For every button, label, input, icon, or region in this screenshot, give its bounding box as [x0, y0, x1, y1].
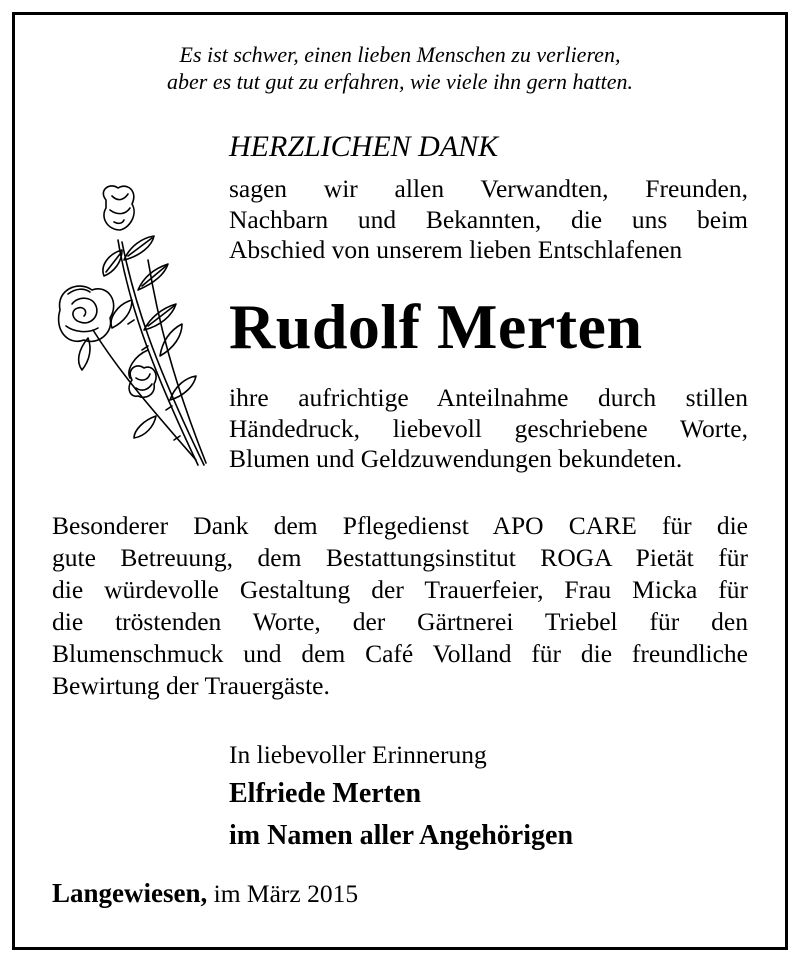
signer-note: im Namen aller Angehörigen — [229, 820, 574, 851]
deceased-name: Rudolf Merten — [229, 291, 643, 362]
special-line-4: die tröstenden Worte, der Gärtnerei Triebel für den — [52, 607, 748, 636]
condolence-text — [229, 383, 748, 475]
intro-line-1: sagen wir allen Verwandten, Freunden, — [229, 174, 748, 203]
condolence-line-3: Blumen und Geldzuwendungen bekundeten. — [229, 444, 683, 473]
memory-line: In liebevoller Erinnerung — [229, 740, 487, 769]
place: Langewiesen, — [52, 878, 208, 908]
special-line-5: Blumenschmuck und dem Café Volland für die freundliche — [52, 639, 748, 668]
signer-name: Elfriede Merten — [229, 778, 422, 809]
special-line-3: die würdevolle Gestaltung der Trauerfeier, Frau Micka für — [52, 575, 748, 604]
special-line-1: Besonderer Dank dem Pflegedienst APO CARE für die — [52, 511, 748, 540]
intro-line-3: Abschied von unserem lieben Entschlafenen — [229, 235, 683, 264]
date: im März 2015 — [213, 879, 359, 908]
motto — [0, 41, 800, 95]
condolence-line-1: ihre aufrichtige Anteilnahme durch stillen — [229, 383, 748, 412]
special-thanks — [52, 510, 748, 702]
thanks-title: HERZLICHEN DANK — [229, 130, 499, 163]
condolence-line-2: Händedruck, liebevoll geschriebene Worte, — [229, 413, 748, 443]
intro-text — [229, 174, 748, 266]
special-line-6: Bewirtung der Trauergäste. — [52, 671, 330, 700]
intro-line-2: Nachbarn und Bekannten, die uns beim — [229, 204, 748, 234]
special-line-2: gute Betreuung, dem Bestattungsinstitut ROGA Pietät für — [52, 543, 748, 572]
motto-line-2: aber es tut gut zu erfahren, wie viele ihn gern hatten. — [167, 69, 633, 94]
roses-illustration — [48, 180, 218, 475]
place-date — [52, 878, 358, 909]
motto-line-1: Es ist schwer, einen lieben Menschen zu verlieren, — [179, 42, 621, 67]
